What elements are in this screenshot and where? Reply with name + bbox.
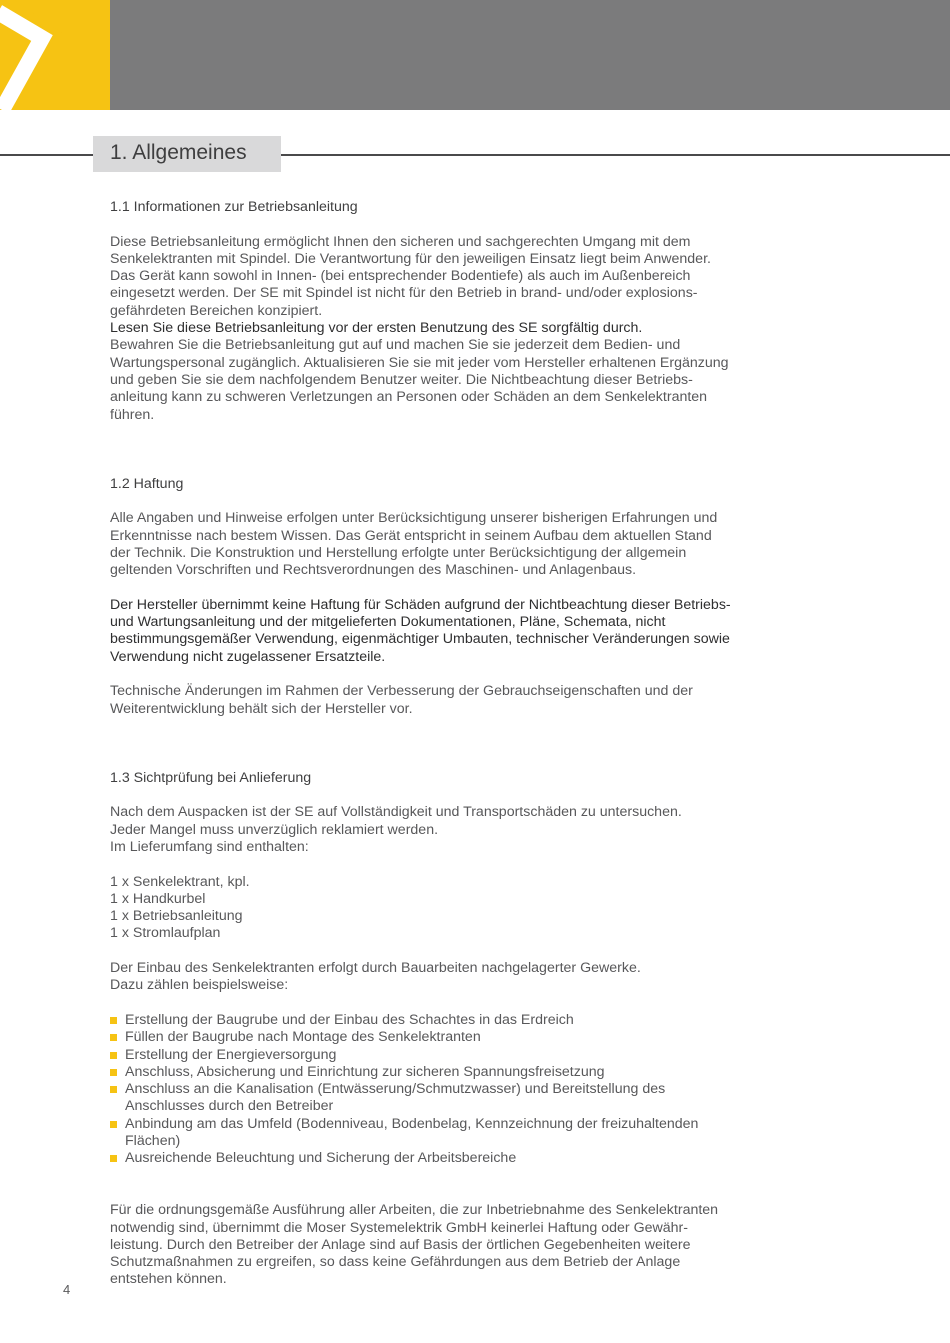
chevron-logo-icon xyxy=(0,0,110,110)
list-item: 1 x Betriebsanleitung xyxy=(110,908,243,925)
list-item: Ausreichende Beleuchtung und Sicherung der Arbeitsbereiche xyxy=(110,1150,770,1167)
section-1-2-paragraph-3: Technische Änderungen im Rahmen der Verbesserung der Gebrauchseigenschaften und der Weiterentwicklung behält sich der Hersteller vor. xyxy=(110,683,693,717)
list-item: Anschluss, Absicherung und Einrichtung zur sicheren Spannungsfreisetzung xyxy=(110,1064,770,1081)
section-1-1-emphasis: Lesen Sie diese Betriebsanleitung vor der ersten Benutzung des SE sorgfältig durch. xyxy=(110,320,643,337)
section-1-1-paragraph-2: Bewahren Sie die Betriebsanleitung gut auf und machen Sie sie jederzeit dem Bedien- und Wartungspersonal zugänglich. Aktualisieren Sie sie mit jeder vom Hersteller erhaltenen Ergänzung und geben Sie sie dem nachfolgendem Benutzer weiter. Die Nichtbeachtung dieser Betriebs- anleitung kann zu schweren Verletzungen an Personen oder Schäden an dem Senkelektranten führen. xyxy=(110,337,729,423)
bullet-square-icon xyxy=(110,1017,117,1024)
main-content xyxy=(110,199,770,1289)
chapter-title: 1. Allgemeines xyxy=(110,141,247,164)
list-item: 1 x Stromlaufplan xyxy=(110,925,221,942)
page-number: 4 xyxy=(63,1282,71,1297)
bullet-square-icon xyxy=(110,1155,117,1162)
list-item: Anschluss an die Kanalisation (Entwässerung/Schmutzwasser) und Bereitstellung des Anschlusses durch den Betreiber xyxy=(110,1081,770,1116)
list-item: Füllen der Baugrube nach Montage des Senkelektranten xyxy=(110,1029,770,1046)
section-1-3-paragraph-2: Der Einbau des Senkelektranten erfolgt durch Bauarbeiten nachgelagerter Gewerke. Dazu zählen beispielsweise: xyxy=(110,960,641,994)
section-1-3-disclaimer-paragraph: Für die ordnungsgemäße Ausführung aller Arbeiten, die zur Inbetriebnahme des Senkelektranten notwendig sind, übernimmt die Moser Systemelektrik GmbH keinerlei Haftung oder Gewähr- leistung. Durch den Betreiber der Anlage sind auf Basis der örtlichen Gegebenheiten weitere Schutzmaßnahmen zu ergreifen, so dass keine Gefährdungen aus dem Betrieb der Anlage entstehen können. xyxy=(110,1202,719,1288)
scope-of-delivery-list xyxy=(110,874,770,943)
section-heading-1-1: 1.1 Informationen zur Betriebsanleitung xyxy=(110,199,358,215)
section-heading-1-3: 1.3 Sichtprüfung bei Anlieferung xyxy=(110,769,312,786)
bullet-square-icon xyxy=(110,1121,117,1128)
section-1-3-paragraph-1: Nach dem Auspacken ist der SE auf Vollständigkeit und Transportschäden zu untersuchen. Jeder Mangel muss unverzüglich reklamiert werden. Im Lieferumfang sind enthalten: xyxy=(110,804,682,855)
list-item: 1 x Senkelektrant, kpl. xyxy=(110,873,250,890)
section-1-2-paragraph-1: Alle Angaben und Hinweise erfolgen unter Berücksichtigung unserer bisherigen Erfahrungen und Erkenntnisse nach bestem Wissen. Das Gerät entspricht in seinem Aufbau dem aktuellen Stand der Technik. Die Konstruktion und Herstellung erfolgte unter Berücksichtigung der allgemein geltenden Vorschriften und Rechtsverordnungen des Maschinen- und Anlagenbaus. xyxy=(110,510,718,579)
bullet-square-icon xyxy=(110,1069,117,1076)
list-item: Erstellung der Energieversorgung xyxy=(110,1047,770,1064)
list-item: Anbindung am das Umfeld (Bodenniveau, Bodenbelag, Kennzeichnung der freizuhaltenden Flächen) xyxy=(110,1116,770,1151)
bullet-square-icon xyxy=(110,1086,117,1093)
section-1-1-paragraph-1: Diese Betriebsanleitung ermöglicht Ihnen den sicheren und sachgerechten Umgang mit dem Senkelektranten mit Spindel. Die Verantwortung für den jeweiligen Einsatz liegt beim Anwender. Das Gerät kann sowohl in Innen- (bei entsprechender Bodentiefe) als auch im Außenbereich eingesetzt werden. Der SE mit Spindel ist nicht für den Betrieb in brand- und/oder explosions- gefährdeten Bereichen konzipiert. xyxy=(110,233,711,319)
header-bar xyxy=(110,0,950,110)
section-1-2-liability-paragraph: Der Hersteller übernimmt keine Haftung für Schäden aufgrund der Nichtbeachtung dieser Betriebs- und Wartungsanleitung und der mitgelieferten Dokumentationen, Pläne, Schemata, nicht bestimmungsgemäßer Verwendung, eigenmächtiger Umbauten, technischer Veränderungen sowie Verwendung nicht zugelassener Ersatzteile. xyxy=(110,596,731,665)
list-item: Erstellung der Baugrube und der Einbau des Schachtes in das Erdreich xyxy=(110,1012,770,1029)
bullet-square-icon xyxy=(110,1052,117,1059)
installation-works-list xyxy=(110,1012,770,1168)
brand-logo xyxy=(0,0,110,110)
list-item: 1 x Handkurbel xyxy=(110,890,206,907)
chapter-heading-box xyxy=(93,136,281,172)
bullet-square-icon xyxy=(110,1034,117,1041)
section-heading-1-2: 1.2 Haftung xyxy=(110,475,184,492)
